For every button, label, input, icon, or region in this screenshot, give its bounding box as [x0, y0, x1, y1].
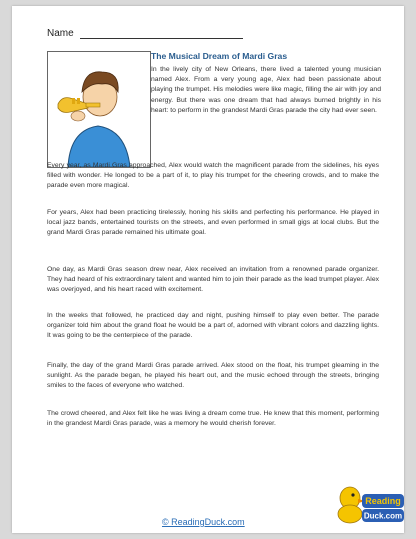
name-blank-line — [80, 29, 243, 39]
trumpet-boy-icon — [48, 52, 150, 167]
story-paragraph: One day, as Mardi Gras season drew near, Alex received an invitation from a renowned parade organizer. They had heard of his extraordinary talent and wanted him to join their parade as the lead trumpet player. Alex was overjoyed, and his heart raced with excitement. — [47, 266, 379, 294]
story-paragraph: Every year, as Mardi Gras approached, Alex would watch the magnificent parade from the sidelines, his eyes filled with wonder. He longed to be a part of it, to play his trumpet for the cheering crowds, and to make the parade even more magical. — [47, 162, 379, 190]
logo-text-bottom: Duck.com — [363, 511, 403, 521]
logo-text-top: Reading — [365, 496, 401, 506]
story-paragraph: In the weeks that followed, he practiced day and night, pushing himself to play even better. The parade organizer told him about the grand float he would be a part of, adorned with vibrant colors and dazzling lights. It was going to be the centerpiece of the parade. — [47, 312, 379, 340]
story-paragraph: In the lively city of New Orleans, there lived a talented young musician named Alex. From a very young age, Alex had been passionate about playing the trumpet. His melodies were like magic, filling the air with joy and energy. But there was one dream that had always burned brightly in his heart: to perform in the grandest Mardi Gras parade the city had ever seen. — [151, 66, 381, 114]
name-field — [47, 28, 243, 39]
story-title: The Musical Dream of Mardi Gras — [151, 51, 288, 61]
story-paragraph: For years, Alex had been practicing tirelessly, honing his skills and perfecting his performance. He played in local jazz bands, entertained tourists on the streets, and even performed in small gigs at local clubs. But the grand Mardi Gras parade remained his ultimate goal. — [47, 209, 379, 237]
story-paragraph: Finally, the day of the grand Mardi Gras parade arrived. Alex stood on the float, his trumpet gleaming in the sunlight. As the parade began, he played his heart out, and the music echoed through the streets, bringing smiles to the faces of everyone who watched. — [47, 362, 379, 390]
reading-duck-logo — [336, 476, 406, 528]
readingduck-link[interactable]: © ReadingDuck.com — [162, 517, 245, 527]
story-paragraph: The crowd cheered, and Alex felt like he was living a dream come true. He knew that this moment, performing in the grandest Mardi Gras parade, was a memory he would cherish forever. — [47, 410, 379, 428]
worksheet-page — [12, 6, 404, 533]
trumpet-player-illustration — [47, 51, 151, 168]
name-label: Name — [47, 28, 74, 39]
